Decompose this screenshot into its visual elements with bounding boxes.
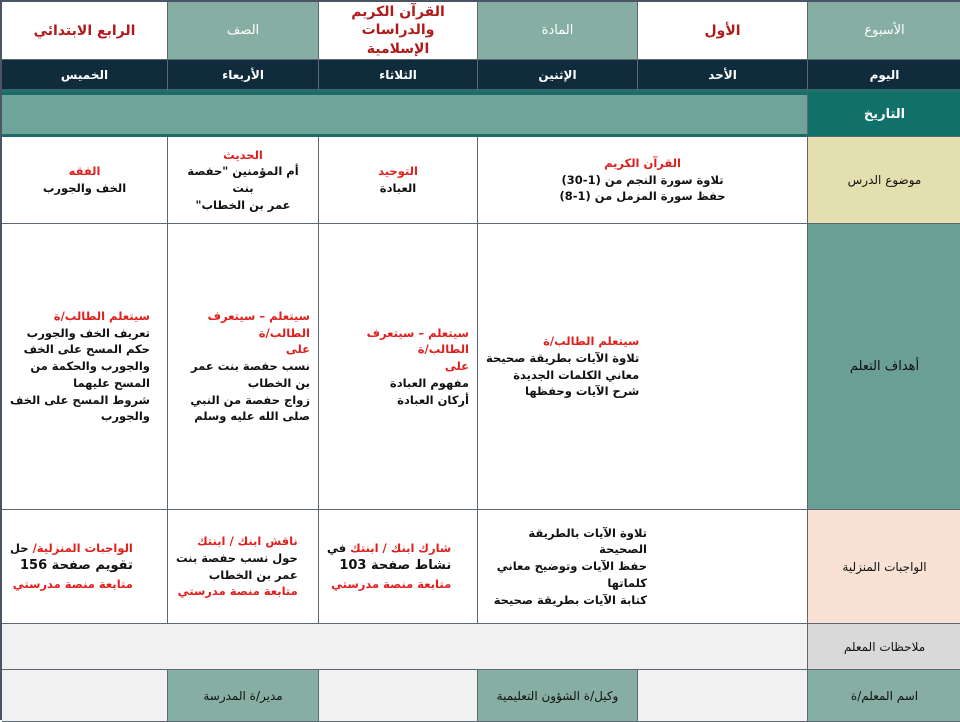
objectives-fiqh-item: والجورب والحكمة من: [30, 359, 150, 374]
homework-label: الواجبات المنزلية: [808, 510, 960, 624]
objectives-quran-title: سيتعلم الطالب/ة: [543, 334, 640, 349]
teacher-notes-field[interactable]: [2, 624, 808, 670]
homework-quran-item: كتابة الآيات بطريقة صحيحة: [493, 592, 647, 607]
objectives-fiqh-title: سيتعلم الطالب/ة: [53, 309, 150, 324]
homework-tawheed-follow: متابعة منصة مدرستي: [331, 576, 452, 591]
deputy-name-field[interactable]: [319, 670, 478, 722]
teacher-notes-label: ملاحظات المعلم: [808, 624, 960, 670]
objectives-hadith-item: بن الخطاب: [247, 375, 310, 390]
objectives-quran-item: معاني الكلمات الجديدة: [513, 367, 640, 382]
topic-hadith-line2: عمر بن الخطاب": [195, 197, 291, 212]
objectives-hadith-title: سيتعلم – سيتعرف الطالب/ة: [207, 309, 310, 340]
principal-name-field[interactable]: [2, 670, 168, 722]
topic-hadith-line1: أم المؤمنين "حفصة بنت: [187, 164, 299, 195]
topic-tawheed-line1: العبادة: [379, 181, 417, 195]
objectives-hadith-item: صلى الله عليه وسلم: [194, 409, 310, 424]
homework-hadith-follow: متابعة منصة مدرستي: [177, 584, 298, 599]
homework-fiqh-follow: متابعة منصة مدرستي: [12, 576, 133, 591]
date-field[interactable]: [2, 92, 808, 137]
objectives-hadith-item: نسب حفصة بنت عمر: [191, 359, 310, 374]
homework-quran[interactable]: [478, 510, 808, 624]
day-label: اليوم: [808, 60, 960, 92]
objectives-tawheed-title: سيتعلم – سيتعرف الطالب/ة: [366, 325, 469, 357]
homework-tawheed[interactable]: [319, 510, 478, 624]
principal-label: مدير/ة المدرسة: [168, 670, 319, 722]
objectives-fiqh[interactable]: [2, 224, 168, 510]
subject-label: المادة: [478, 2, 638, 60]
deputy-label: وكيل/ة الشؤون التعليمية: [478, 670, 638, 722]
subject-value[interactable]: القرآن الكريم والدراسات الإسلامية: [319, 2, 478, 60]
homework-fiqh-line2: تقويم صفحة 156: [20, 558, 133, 574]
homework-hadith-line3: عمر بن الخطاب: [208, 567, 298, 582]
topic-hadith-title: الحديث: [223, 147, 263, 162]
day-tuesday: الثلاثاء: [319, 60, 478, 92]
objectives-quran[interactable]: [478, 224, 808, 510]
objectives-hadith[interactable]: [168, 224, 319, 510]
objectives-hadith-title2: على: [285, 342, 310, 357]
topic-label: موضوع الدرس: [808, 137, 960, 224]
objectives-tawheed-item: أركان العبادة: [397, 392, 469, 407]
objectives-quran-item: شرح الآيات وحفظها: [525, 384, 640, 399]
objectives-hadith-item: زواج حفصة من النبي: [190, 392, 310, 407]
homework-tawheed-red: شارك ابنك / ابنتك: [350, 541, 452, 556]
homework-quran-item: حفظ الآيات وتوضيح معاني كلماتها: [496, 559, 647, 590]
grade-value[interactable]: الرابع الابتدائي: [2, 2, 168, 60]
objectives-fiqh-item: تعريف الخف والجورب: [26, 325, 150, 340]
homework-hadith-red: ناقش ابنك / ابنتك: [197, 534, 298, 549]
objectives-label: أهداف التعلم: [808, 224, 960, 510]
objectives-tawheed[interactable]: [319, 224, 478, 510]
day-thursday: الخميس: [2, 60, 168, 92]
homework-tawheed-black: في: [327, 541, 351, 556]
topic-quran-line2: حفظ سورة المزمل من (1-8): [559, 189, 726, 204]
objectives-fiqh-item: شروط المسح على الخف: [10, 392, 150, 407]
day-sunday: الأحد: [638, 60, 808, 92]
grade-label: الصف: [168, 2, 319, 60]
topic-hadith[interactable]: [168, 137, 319, 224]
teacher-name-label: اسم المعلم/ة: [808, 670, 960, 722]
homework-fiqh-red: الواجبات المنزلية/: [32, 541, 133, 556]
topic-quran-title: القرآن الكريم: [604, 155, 681, 170]
homework-fiqh[interactable]: [2, 510, 168, 624]
topic-tawheed[interactable]: [319, 137, 478, 224]
day-monday: الإثنين: [478, 60, 638, 92]
homework-hadith[interactable]: [168, 510, 319, 624]
objectives-fiqh-item: والجورب: [100, 409, 150, 424]
topic-quran[interactable]: [478, 137, 808, 224]
topic-fiqh[interactable]: [2, 137, 168, 224]
teacher-name-field[interactable]: [638, 670, 808, 722]
week-value[interactable]: الأول: [638, 2, 808, 60]
homework-tawheed-line2: نشاط صفحة 103: [339, 558, 452, 574]
topic-tawheed-title: التوحيد: [378, 164, 418, 179]
objectives-tawheed-title2: على: [444, 359, 469, 374]
homework-hadith-line2: حول نسب حفصة بنت: [176, 550, 298, 565]
objectives-tawheed-item: مفهوم العبادة: [389, 375, 469, 390]
homework-fiqh-black: حل: [10, 541, 33, 556]
homework-quran-item: تلاوة الآيات بالطريقة الصحيحة: [528, 525, 647, 557]
day-wednesday: الأربعاء: [168, 60, 319, 92]
topic-quran-line1: تلاوة سورة النجم من (1-30): [561, 172, 724, 187]
week-label: الأسبوع: [808, 2, 960, 60]
objectives-quran-item: تلاوة الآيات بطريقة صحيحة: [486, 350, 640, 365]
objectives-fiqh-item: حكم المسح على الخف: [23, 342, 150, 357]
topic-fiqh-title: الفقه: [68, 164, 101, 179]
date-label: التاريخ: [808, 92, 960, 137]
objectives-fiqh-item: المسح عليهما: [73, 375, 150, 390]
topic-fiqh-line1: الخف والجورب: [42, 181, 127, 195]
